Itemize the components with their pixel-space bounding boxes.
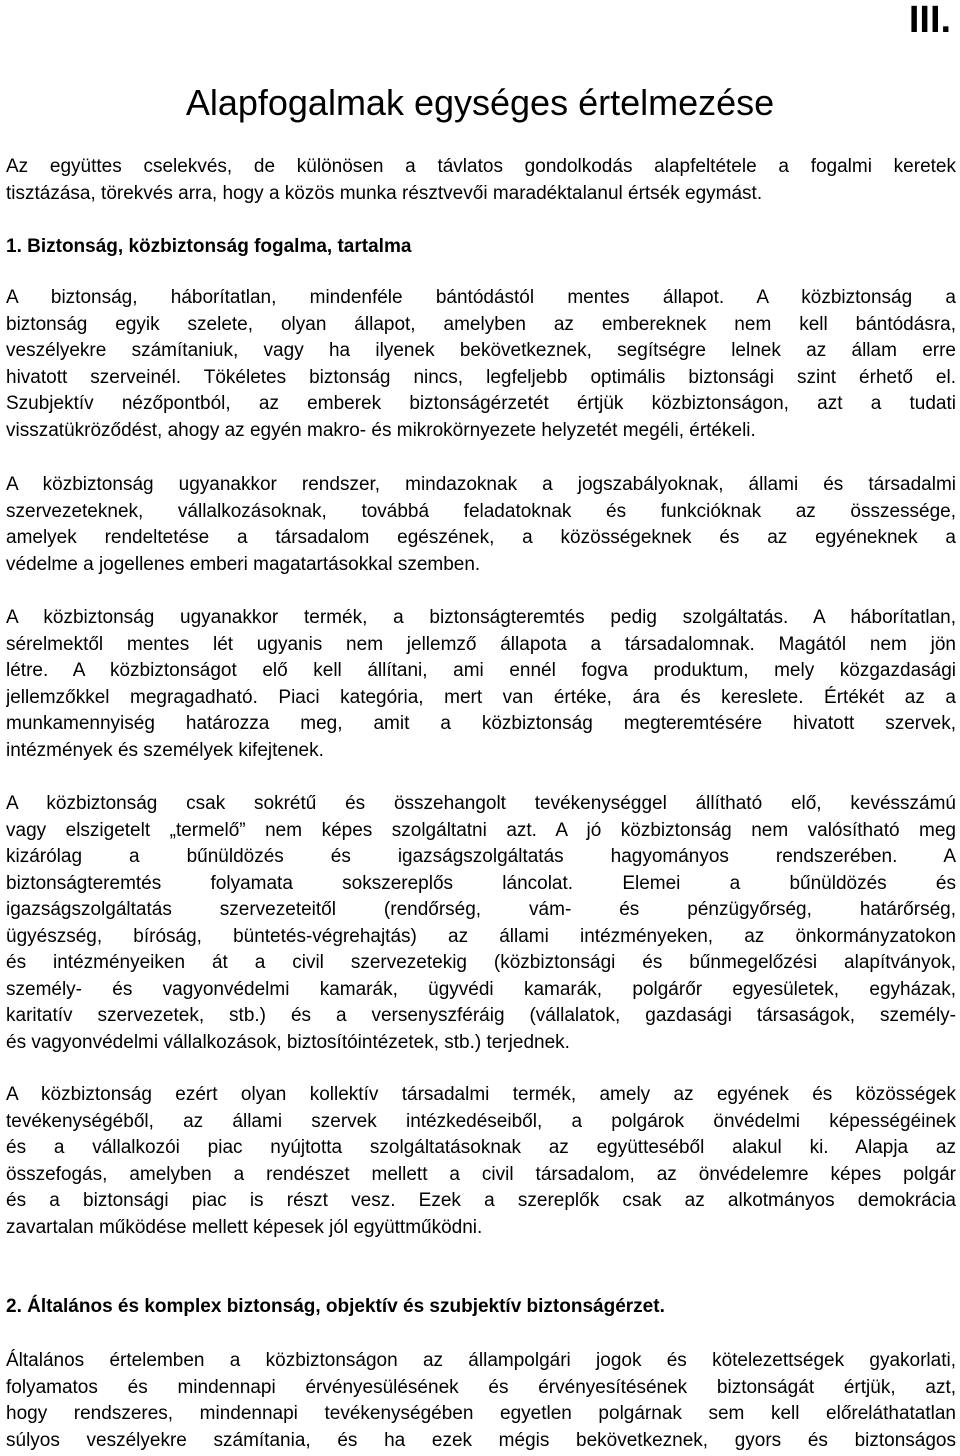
paragraph-2 xyxy=(6,472,956,578)
text-line: tevékenységéből, az állami szervek intézkedéseiből, a polgárok önvédelmi képességéinek xyxy=(6,1110,956,1132)
text-line: összefogás, amelyben a rendészet mellett a civil társadalom, az önvédelemre képes polgár xyxy=(6,1163,956,1185)
text-line: és intézményeiken át a civil szervezetekig (közbiztonsági és bűnmegelőzési alapítványok, xyxy=(6,952,956,973)
text-line: A biztonság, háborítatlan, mindenféle bántódástól mentes állapot. A közbiztonság a xyxy=(6,287,956,308)
text-line: biztonság egyik szelete, olyan állapot, amelyben az embereknek nem kell bántódásra, xyxy=(6,313,956,335)
text-line: személy- és vagyonvédelmi kamarák, ügyvédi kamarák, polgárőr egyesületek, egyházak, xyxy=(6,978,956,1000)
text-line: intézmények és személyek kifejtenek. xyxy=(6,739,324,761)
text-line: tisztázása, törekvés arra, hogy a közös munka résztvevői maradéktalanul értsék egymást. xyxy=(6,182,763,204)
text-line: Általános értelemben a közbiztonságon az állampolgári jogok és kötelezettségek gyakorlati, xyxy=(6,1350,956,1371)
section-heading-1: 1. Biztonság, közbiztonság fogalma, tartalma xyxy=(6,236,412,257)
section-heading-2: 2. Általános és komplex biztonság, objektív és szubjektív biztonságérzet. xyxy=(6,1296,665,1317)
text-line: szervezeteknek, vállalkozásoknak, továbbá feladatoknak és funkcióknak az összessége, xyxy=(6,500,956,522)
text-line: kizárólag a bűnüldözés és igazságszolgáltatás hagyományos rendszerében. A xyxy=(6,846,956,867)
paragraph-3 xyxy=(6,605,956,764)
page-title: Alapfogalmak egységes értelmezése xyxy=(185,82,775,123)
text-line: igazságszolgáltatás szervezeteitől (rendőrség, vám- és pénzügyőrség, határőrség, xyxy=(6,899,956,920)
text-line: zavartalan működése mellett képesek jól együttműködni. xyxy=(6,1216,483,1238)
text-line: A közbiztonság ugyanakkor rendszer, mindazoknak a jogszabályoknak, állami és társadalmi xyxy=(6,474,956,495)
text-line: ügyészség, bíróság, büntetés-végrehajtás) az állami intézményeken, az önkormányzatokon xyxy=(6,925,956,947)
text-line: hivatott szerveinél. Tökéletes biztonság nincs, legfeljebb optimális biztonsági szint érhető el. xyxy=(6,366,956,388)
intro-paragraph xyxy=(6,154,956,207)
paragraph-5 xyxy=(6,1082,956,1241)
text-line: védelme a jogellenes emberi magatartásokkal szemben. xyxy=(6,553,481,575)
text-line: A közbiztonság ezért olyan kollektív társadalmi termék, amely az egyének és közösségek xyxy=(6,1084,956,1105)
text-line: vagy elszigetelt „termelő” nem képes szolgáltatni azt. A jó közbiztonság nem valósítható meg xyxy=(6,819,956,841)
paragraph-4 xyxy=(6,791,956,1056)
text-line: sérelmektől mentes lét ugyanis nem jellemző állapota a társadalomnak. Magától nem jön xyxy=(6,633,956,655)
text-line: A közbiztonság csak sokrétű és összehangolt tevékenységgel állítható elő, kevésszámú xyxy=(6,793,956,814)
text-line: és a vállalkozói piac nyújtotta szolgáltatásoknak az együtteséből alakul ki. Alapja az xyxy=(6,1137,956,1158)
text-line: karitatív szervezetek, stb.) és a versenyszféráig (vállalatok, gazdasági társaságok, személy- xyxy=(6,1005,956,1026)
text-line: A közbiztonság ugyanakkor termék, a biztonságteremtés pedig szolgáltatás. A háborítatlan, xyxy=(6,607,956,628)
paragraph-6 xyxy=(6,1348,956,1454)
text-line: Szubjektív nézőpontból, az emberek biztonságérzetét értjük közbiztonságon, azt a tudati xyxy=(6,393,956,414)
text-line: folyamatos és mindennapi érvényesülésének és érvényesítésének biztonságát értjük, azt, xyxy=(6,1376,956,1398)
text-line: és vagyonvédelmi vállalkozások, biztosítóintézetek, stb.) terjednek. xyxy=(6,1031,570,1053)
text-line: létre. A közbiztonságot elő kell állítani, ami ennél fogva produktum, mely közgazdasági xyxy=(6,660,956,681)
text-line: biztonságteremtés folyamata sokszereplős láncolat. Elemei a bűnüldözés és xyxy=(6,872,956,894)
text-line: visszatükröződést, ahogy az egyén makro- és mikrokörnyezete helyzetét megéli, értékeli. xyxy=(6,419,756,441)
text-line: amelyek rendeltetése a társadalom egészének, a közösségeknek és az egyéneknek a xyxy=(6,527,956,548)
text-line: Az együttes cselekvés, de különösen a távlatos gondolkodás alapfeltétele a fogalmi keretek xyxy=(6,156,956,177)
paragraph-1 xyxy=(6,285,956,444)
text-line: veszélyekre számítaniuk, vagy ha ilyenek bekövetkeznek, segítségre lelnek az állam erre xyxy=(6,340,956,361)
text-line: és a biztonsági piac is részt vesz. Ezek a szereplők csak az alkotmányos demokrácia xyxy=(6,1190,956,1211)
text-line: munkamennyiség határozza meg, amit a közbiztonság megteremtésére hivatott szervek, xyxy=(6,713,956,734)
text-line: jellemzőkkel megragadható. Piaci kategória, mert van értéke, ára és kereslete. Értékét az a xyxy=(6,686,956,708)
chapter-number: III. xyxy=(908,0,952,41)
text-line: súlyos veszélyekre számítania, és ha ezek mégis bekövetkeznek, gyors és biztonságos xyxy=(6,1429,956,1451)
text-line: hogy rendszeres, mindennapi tevékenységében egyetlen polgárnak sem kell előreláthatatlan xyxy=(6,1403,956,1424)
